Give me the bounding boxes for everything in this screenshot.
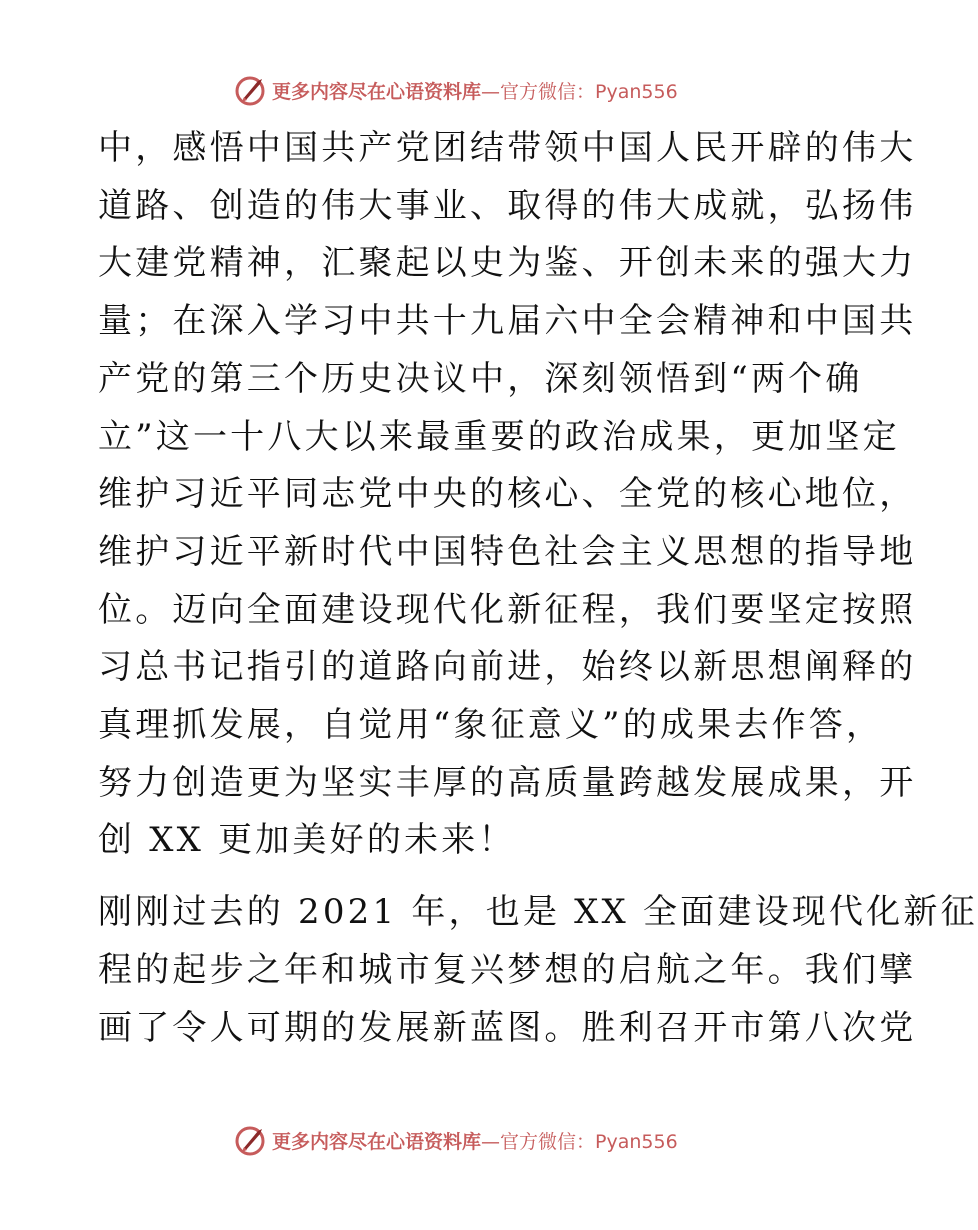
watermark-wechat-id: Pyan556: [595, 80, 678, 103]
text-line: 位。迈向全面建设现代化新征程，我们要坚定按照: [98, 589, 917, 630]
text-line: 立”这一十八大以来最重要的政治成果，更加坚定: [98, 416, 900, 457]
text-line: 刚刚过去的 2021 年，也是 XX 全面建设现代化新征: [98, 892, 978, 933]
watermark-text: [272, 1127, 678, 1154]
text-line: 道路、创造的伟大事业、取得的伟大成就，弘扬伟: [98, 185, 917, 226]
text-line: 量；在深入学习中共十九届六中全会精神和中国共: [98, 301, 917, 342]
footer-watermark: [234, 1122, 714, 1158]
paragraph-spacer: [98, 870, 858, 884]
quill-pen-logo-icon: [234, 73, 268, 107]
text-line: 维护习近平同志党中央的核心、全党的核心地位，: [98, 474, 917, 515]
text-line: 程的起步之年和城市复兴梦想的启航之年。我们擘: [98, 949, 917, 990]
text-line: 产党的第三个历史决议中，深刻领悟到“两个确: [98, 358, 863, 399]
text-line: 努力创造更为坚实丰厚的高质量跨越发展成果，开: [98, 762, 917, 803]
watermark-separator: —: [481, 80, 501, 103]
quill-pen-logo-icon: [234, 1123, 268, 1157]
paragraph-1: [98, 120, 917, 870]
watermark-official: 官方微信：: [500, 1130, 596, 1153]
watermark-main: 更多内容尽在心语资料库: [272, 80, 482, 103]
watermark-text: [272, 77, 678, 104]
text-line: 真理抓发展，自觉用“象征意义”的成果去作答，: [98, 705, 884, 746]
watermark-separator: —: [481, 1130, 501, 1153]
watermark-main: 更多内容尽在心语资料库: [272, 1130, 482, 1153]
text-line: 习总书记指引的道路向前进，始终以新思想阐释的: [98, 647, 917, 688]
text-line: 中，感悟中国共产党团结带领中国人民开辟的伟大: [98, 128, 917, 168]
header-watermark: [234, 72, 714, 108]
watermark-official: 官方微信：: [500, 80, 596, 103]
text-line: 大建党精神，汇聚起以史为鉴、开创未来的强大力: [98, 243, 917, 284]
text-line: 创 XX 更加美好的未来！: [98, 820, 516, 861]
text-line: 维护习近平新时代中国特色社会主义思想的指导地: [98, 531, 917, 572]
paragraph-2: [98, 884, 978, 1057]
document-body: [98, 120, 978, 1057]
watermark-wechat-id: Pyan556: [595, 1130, 678, 1153]
text-line: 画了令人可期的发展新蓝图。胜利召开市第八次党: [98, 1007, 917, 1048]
